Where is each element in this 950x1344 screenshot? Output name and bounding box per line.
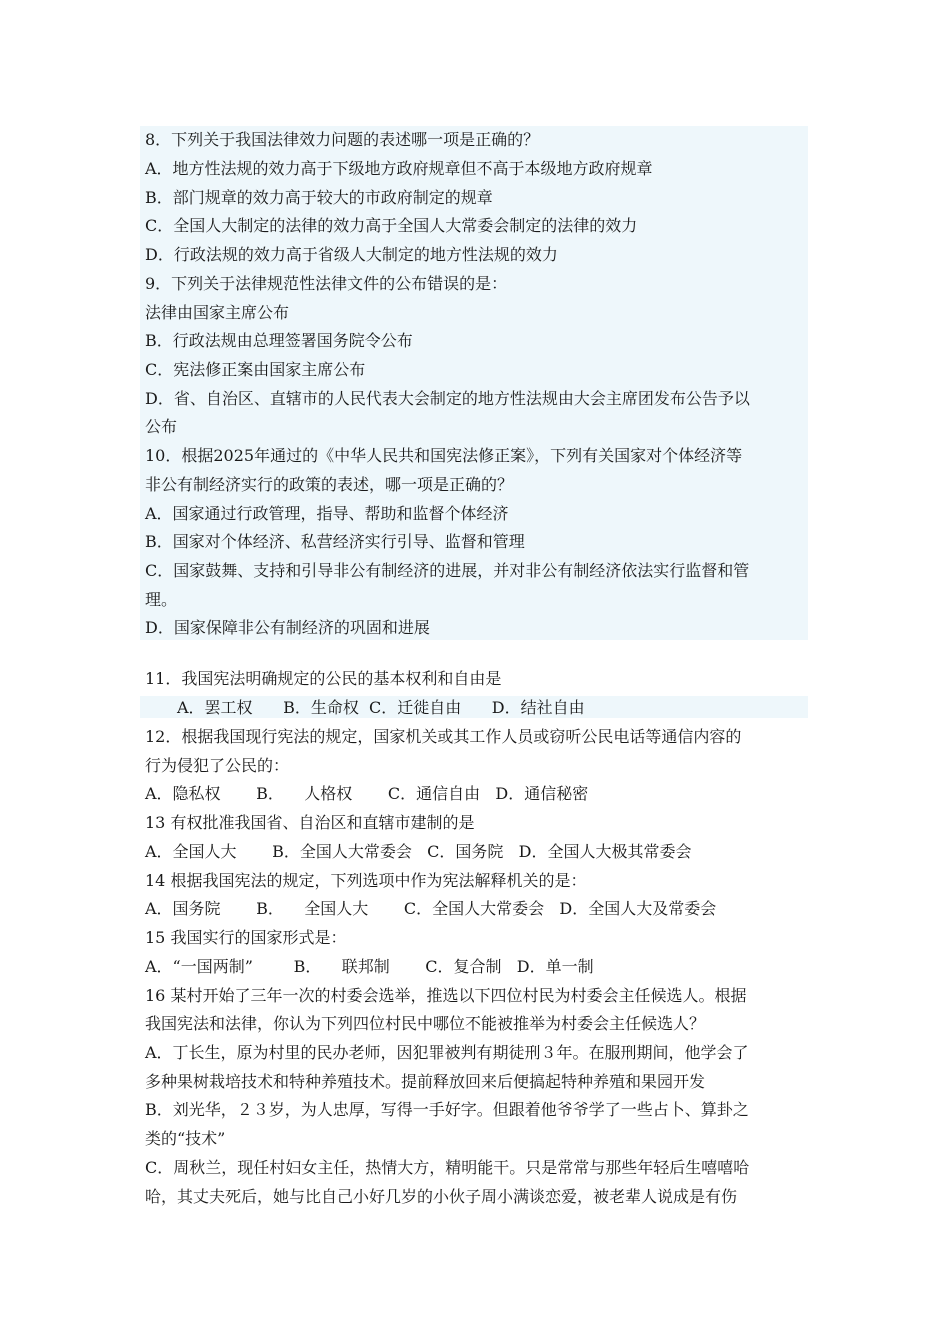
option-16b: B．刘光华，２３岁，为人忠厚，写得一手好字。但跟着他爷爷学了一些占卜、算卦之 [145,1100,749,1119]
question-10: 10．根据2025年通过的《中华人民共和国宪法修正案》，下列有关国家对个体经济等 [145,446,743,465]
option-9a: 法律由国家主席公布 [145,303,290,322]
question-10-cont: 非公有制经济实行的政策的表述，哪一项是正确的？ [145,475,514,494]
options-14: A．国务院 B． 全国人大 C．全国人大常委会 D．全国人大及常委会 [145,899,717,918]
option-9c: C．宪法修正案由国家主席公布 [145,360,366,379]
question-13: 13 有权批准我国省、自治区和直辖市建制的是 [145,813,475,832]
option-10c-cont: 理。 [145,590,178,609]
option-16b-cont: 类的“技术” [145,1129,226,1148]
question-15: 15 我国实行的国家形式是： [145,928,347,947]
question-12: 12．根据我国现行宪法的规定，国家机关或其工作人员或窃听公民电话等通信内容的 [145,727,742,746]
option-8c: C．全国人大制定的法律的效力高于全国人大常委会制定的法律的效力 [145,216,638,235]
option-9d: D．省、自治区、直辖市的人民代表大会制定的地方性法规由大会主席团发布公告予以 [145,389,750,408]
option-10a: A．国家通过行政管理，指导、帮助和监督个体经济 [145,504,509,523]
option-8a: A．地方性法规的效力高于下级地方政府规章但不高于本级地方政府规章 [145,159,653,178]
question-9: 9．下列关于法律规范性法律文件的公布错误的是： [145,274,508,293]
option-10b: B．国家对个体经济、私营经济实行引导、监督和管理 [145,532,525,551]
option-9d-cont: 公布 [145,417,178,436]
options-15: A．“一国两制” B． 联邦制 C．复合制 D．单一制 [145,957,594,976]
question-11: 11．我国宪法明确规定的公民的基本权利和自由是 [145,669,502,688]
option-16a-cont: 多种果树栽培技术和特种养殖技术。提前释放回来后便搞起特种养殖和果园开发 [145,1072,706,1091]
option-16c-cont: 哈，其丈夫死后，她与比自己小好几岁的小伙子周小满谈恋爱，被老辈人说成是有伤 [145,1187,738,1206]
question-8: 8．下列关于我国法律效力问题的表述哪一项是正确的？ [145,130,540,149]
question-12-cont: 行为侵犯了公民的： [145,756,290,775]
option-8d: D．行政法规的效力高于省级人大制定的地方性法规的效力 [145,245,558,264]
question-16: 16 某村开始了三年一次的村委会选举，推选以下四位村民为村委会主任候选人。根据 [145,986,747,1005]
question-16-cont: 我国宪法和法律，你认为下列四位村民中哪位不能被推举为村委会主任候选人？ [145,1014,706,1033]
option-8b: B．部门规章的效力高于较大的市政府制定的规章 [145,188,493,207]
option-10d: D．国家保障非公有制经济的巩固和进展 [145,618,430,637]
option-10c: C．国家鼓舞、支持和引导非公有制经济的进展，并对非公有制经济依法实行监督和管 [145,561,750,580]
option-16c: C．周秋兰，现任村妇女主任，热情大方，精明能干。只是常常与那些年轻后生嘻嘻哈 [145,1158,750,1177]
option-9b: B．行政法规由总理签署国务院令公布 [145,331,413,350]
options-13: A．全国人大 B．全国人大常委会 C．国务院 D．全国人大极其常委会 [145,842,692,861]
question-14: 14 根据我国宪法的规定，下列选项中作为宪法解释机关的是： [145,871,587,890]
option-16a: A．丁长生，原为村里的民办老师，因犯罪被判有期徒刑３年。在服刑期间，他学会了 [145,1043,749,1062]
options-11: A．罢工权 B．生命权 C．迁徙自由 D．结社自由 [177,698,585,717]
options-12: A．隐私权 B． 人格权 C．通信自由 D．通信秘密 [145,784,589,803]
